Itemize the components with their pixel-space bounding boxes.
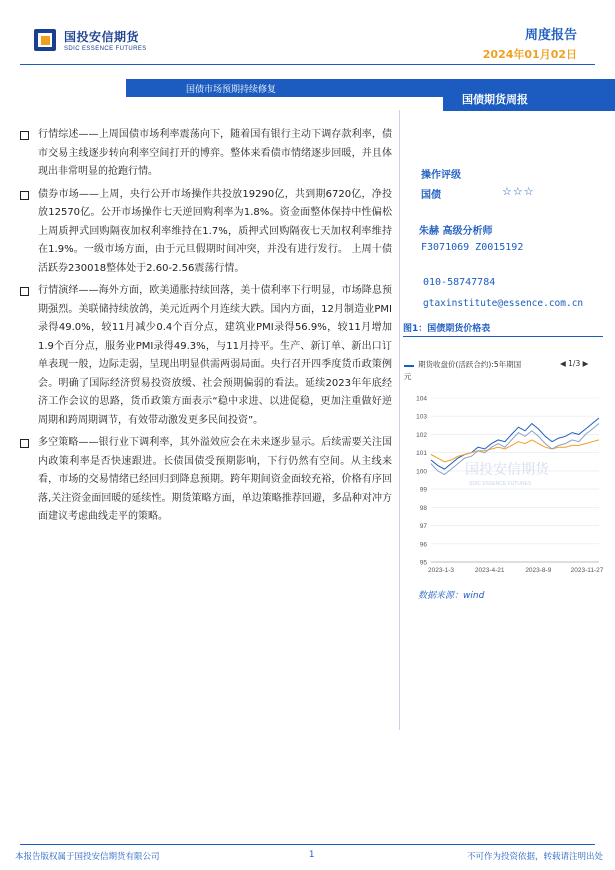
main-content xyxy=(20,126,392,531)
x-tick-label: 2023-11-27 xyxy=(570,567,603,574)
figure-title: 图1：国债期货价格表 xyxy=(403,324,491,334)
x-tick-label: 2023-4-21 xyxy=(474,567,505,574)
bullet-square-icon xyxy=(20,131,29,140)
analyst-phone: 010-58747784 xyxy=(423,277,496,288)
report-type: 周度报告 xyxy=(524,28,577,43)
legend-label: 期货收盘价(活跃合约):5年期国 xyxy=(418,360,522,369)
section-tab-label: 国债期货周报 xyxy=(462,93,528,106)
chart-watermark-en: SDIC ESSENCE FUTURES xyxy=(469,481,532,487)
footer-copyright: 本报告版权属于国投安信期货有限公司 xyxy=(15,852,160,862)
y-tick-label: 102 xyxy=(416,431,427,439)
analyst-cert: F3071069 Z0015192 xyxy=(421,242,524,253)
logo-mark-icon xyxy=(34,29,58,51)
report-date: 2024年01月02日 xyxy=(482,48,577,61)
data-source: 数据来源：wind xyxy=(418,591,485,601)
y-tick-label: 95 xyxy=(419,559,427,567)
series-line-2 xyxy=(431,440,599,462)
chart-watermark: 国投安信期货 xyxy=(465,462,549,478)
paragraph-bond-market xyxy=(20,186,392,279)
logo-text-cn: 国投安信期货 xyxy=(64,30,140,44)
column-divider xyxy=(399,110,400,730)
y-tick-label: 101 xyxy=(416,450,427,458)
figure-title-underline xyxy=(403,336,603,337)
rating-item: 国债 xyxy=(421,190,441,201)
y-tick-label: 103 xyxy=(416,413,427,421)
rating-label: 操作评级 xyxy=(421,170,461,181)
paragraph-market-analysis xyxy=(20,282,392,430)
paragraph-text: 债券市场——上周，央行公开市场操作共投放19290亿，共到期6720亿，净投放12570亿。公开市场操作七天逆回购利率为1.8%。资金面整体保持中性偏松上周质押式回购隔夜加权利率维持在1.7%，质押式回购隔夜七天加权利率维持在1.9%。一级市场方面，由于元旦假期时间冲突，并没有进行发行。 上周十债活跃券230018整体处于2.60-2.56震荡行情。 xyxy=(38,188,392,274)
company-logo xyxy=(34,28,147,52)
x-tick-label: 2023-8-9 xyxy=(525,567,552,574)
bullet-square-icon xyxy=(20,439,29,448)
y-tick-label: 97 xyxy=(419,523,427,531)
page-number: 1 xyxy=(309,850,315,860)
legend-swatch xyxy=(404,365,414,367)
legend-page-nav[interactable]: ◀ 1/3 ▶ xyxy=(560,359,589,368)
paragraph-text: 多空策略——银行业下调利率，其外溢效应会在未来逐步显示。后续需要关注国内政策利率是否快速跟进。长债国债受预期影响，下行仍然有空间。从主线来看，市场的交易情绪已经回归到降息预期。跨年期间资金面较充裕，价格有序回落,关注资金面回暖的延续性。期货策略方面，单边策略推荐回避，多品种对冲方面建议考虑曲线走平的策略。 xyxy=(38,437,392,522)
logo-text-en: SDIC ESSENCE FUTURES xyxy=(64,46,147,52)
footer-divider xyxy=(20,844,595,845)
footer-disclaimer: 不可作为投资依据，转载请注明出处 xyxy=(466,852,603,862)
analyst-name: 朱赫 高级分析师 xyxy=(419,226,493,237)
paragraph-summary xyxy=(20,126,392,182)
bullet-square-icon xyxy=(20,287,29,296)
bond-futures-chart xyxy=(403,392,603,580)
legend-label-wrap: 元 xyxy=(404,372,412,381)
report-title: 国债市场预期持续修复 xyxy=(186,85,277,95)
paragraph-text: 行情演绎——海外方面，欧美通胀持续回落，美十债利率下行明显，市场降息预期强烈。美联储持续放鸽，美元近两个月连续大跌。国内方面，12月制造业PMI录得49.0%，较11月减少0.4个百分点，建筑业PMI录得56.9%，较11月增加1.9个百分点，服务业PMI录得49.3%，与11月持平。生产、新订单、新出口订单表现一般，边际走弱，呈现出明显供需两弱局面。央行召开四季度货币政策例会。明确了国际经济贸易投资放缓、社会预期偏弱的看法。延续2023年年底经济工作会议的思路，货币政策方面表示“稳中求进、以进促稳，更加注重做好逆周期和跨周期调节，有效带动激发更多民间投资”。 xyxy=(38,285,392,426)
bullet-square-icon xyxy=(20,191,29,200)
chart-legend xyxy=(404,359,600,385)
y-tick-label: 100 xyxy=(416,468,427,476)
y-tick-label: 104 xyxy=(416,395,427,403)
y-tick-label: 96 xyxy=(419,541,427,549)
y-tick-label: 98 xyxy=(419,504,427,512)
x-tick-label: 2023-1-3 xyxy=(427,567,455,574)
legend-page-label: 1/3 xyxy=(568,359,581,368)
analyst-email[interactable]: gtaxinstitute@essence.com.cn xyxy=(423,298,584,309)
header-divider xyxy=(20,64,595,65)
paragraph-text: 行情综述——上周国债市场利率震荡向下，随着国有银行主动下调存款利率，债市交易主线逐步转向利率空间打开的博弈。整体来看债市情绪逐步回暖，并且体现出非常明显的抢跑行情。 xyxy=(38,129,392,177)
rating-stars-icon: ☆☆☆ xyxy=(502,185,535,198)
y-tick-label: 99 xyxy=(419,486,427,494)
paragraph-strategy xyxy=(20,434,392,527)
